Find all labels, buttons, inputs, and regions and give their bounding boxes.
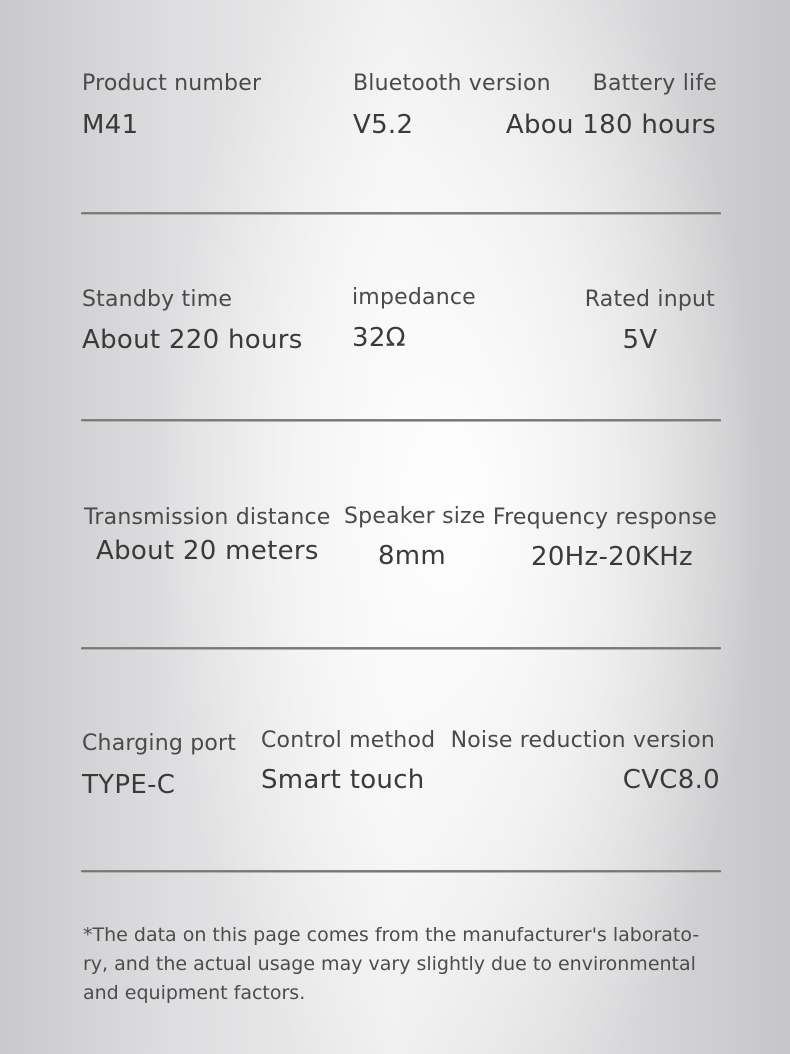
spec-label-rated-input: Rated input [584,287,715,312]
spec-value-frequency-response: 20Hz-20KHz [531,542,693,572]
spec-value-noise-reduction-version: CVC8.0 [622,765,720,795]
section-divider [81,419,721,422]
footnote-line: ry, and the actual usage may vary slightly due to environmental [83,953,696,975]
spec-label-charging-port: Charging port [82,731,237,756]
section-divider [81,870,721,873]
spec-value-product-number: M41 [82,110,139,140]
spec-value-standby-time: About 220 hours [82,325,303,355]
spec-value-rated-input: 5V [622,325,658,355]
footnote [83,921,723,1008]
spec-label-transmission-distance: Transmission distance [84,505,331,530]
spec-label-speaker-size: Speaker size [344,504,486,529]
spec-value-impedance: 32Ω [352,323,406,353]
spec-value-transmission-distance: About 20 meters [96,536,319,566]
spec-label-frequency-response: Frequency response [492,505,717,530]
footnote-line: and equipment factors. [83,982,306,1004]
section-divider [81,647,721,650]
spec-label-noise-reduction-version: Noise reduction version [450,728,715,753]
spec-label-product-number: Product number [82,71,262,96]
spec-label-battery-life: Battery life [592,71,717,96]
spec-value-battery-life: Abou 180 hours [505,110,716,140]
section-divider [81,212,721,215]
spec-label-impedance: impedance [352,285,476,310]
spec-value-bluetooth-version: V5.2 [353,110,414,140]
spec-value-charging-port: TYPE-C [82,770,176,800]
spec-label-control-method: Control method [261,728,436,753]
spec-value-control-method: Smart touch [261,765,425,795]
spec-label-standby-time: Standby time [82,287,233,312]
spec-label-bluetooth-version: Bluetooth version [353,71,551,96]
spec-value-speaker-size: 8mm [377,541,447,571]
footnote-line: *The data on this page comes from the manufacturer's laborato- [83,924,700,946]
